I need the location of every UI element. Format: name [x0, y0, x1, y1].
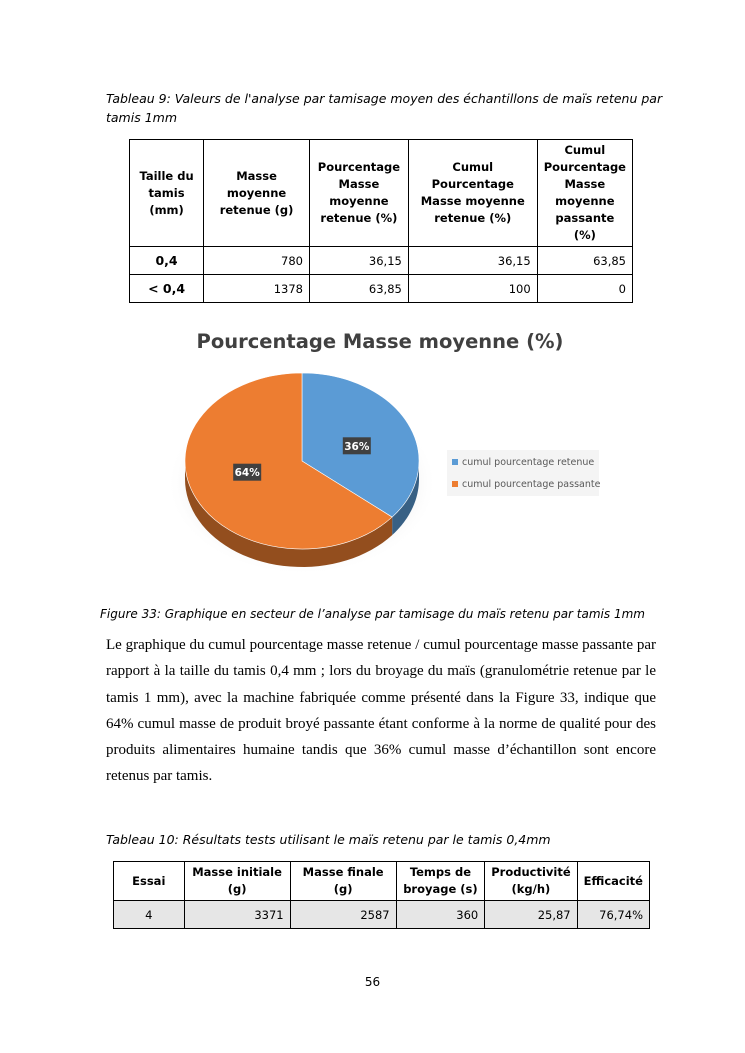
pie-chart: [150, 318, 620, 588]
table9-cell: 780: [204, 247, 310, 275]
table9-header-cell: Masse moyenne retenue (g): [204, 140, 310, 247]
table10-header-cell: Efficacité: [577, 862, 649, 901]
legend-label: cumul pourcentage passante: [462, 479, 601, 490]
table10-header-cell: Masse finale (g): [290, 862, 396, 901]
table9-cell: 63,85: [309, 275, 408, 303]
table10-cell: 3371: [184, 901, 290, 929]
table10-header-cell: Essai: [114, 862, 185, 901]
pie-slices: [185, 373, 419, 549]
table9-cell: 0: [537, 275, 632, 303]
table-row: [130, 275, 633, 303]
table9-header-cell: Cumul Pourcentage Masse moyenne passante (%): [537, 140, 632, 247]
table10-header-row: [114, 862, 650, 901]
table9-header-cell: Pourcentage Masse moyenne retenue (%): [309, 140, 408, 247]
legend-swatch: [452, 481, 458, 487]
table9-cell: 0,4: [130, 247, 204, 275]
data-label: 36%: [344, 440, 370, 453]
table9-cell: 36,15: [309, 247, 408, 275]
table10-cell: 25,87: [485, 901, 577, 929]
table9-caption: Tableau 9: Valeurs de l'analyse par tamisage moyen des échantillons de maïs retenu par tamis 1mm: [106, 91, 663, 125]
table10-cell: 2587: [290, 901, 396, 929]
table9-header-row: [130, 140, 633, 247]
legend-swatch: [452, 459, 458, 465]
table10-header-cell: Temps de broyage (s): [396, 862, 485, 901]
table9-cell: 36,15: [408, 247, 537, 275]
data-label: 64%: [234, 467, 260, 480]
page-number: 56: [364, 975, 381, 989]
table10-header-cell: Productivité (kg/h): [485, 862, 577, 901]
table10: [113, 861, 650, 929]
table-row: [130, 247, 633, 275]
chart-legend: [447, 450, 601, 496]
legend-label: cumul pourcentage retenue: [462, 457, 595, 468]
table10-header-cell: Masse initiale (g): [184, 862, 290, 901]
table9-cell: 63,85: [537, 247, 632, 275]
table9-cell: 1378: [204, 275, 310, 303]
table10-cell: 360: [396, 901, 485, 929]
body-paragraph: Le graphique du cumul pourcentage masse retenue / cumul pourcentage masse passante par rapport à la taille du tamis 0,4 mm ; lors du broyage du maïs (granulométrie retenue par le tamis 1 mm), avec la machine fabriquée comme présenté dans la Figure 33, indique que 64% cumul masse de produit broyé passante étant conforme à la norme de qualité pour des produits alimentaires humaine tandis que 36% cumul masse d’échantillon sont encore retenus par tamis.: [106, 637, 656, 785]
pie-svg: [150, 318, 620, 588]
table10-cell: 76,74%: [577, 901, 649, 929]
table9-header-cell: Cumul Pourcentage Masse moyenne retenue (%): [408, 140, 537, 247]
table9-header-cell: Taille du tamis (mm): [130, 140, 204, 247]
table10-caption: Tableau 10: Résultats tests utilisant le maïs retenu par le tamis 0,4mm: [106, 832, 551, 847]
table10-cell: 4: [114, 901, 185, 929]
table-row: [114, 901, 650, 929]
chart-title: Pourcentage Masse moyenne (%): [196, 330, 564, 353]
table9: [129, 139, 633, 303]
figure-caption: Figure 33: Graphique en secteur de l’analyse par tamisage du maïs retenu par tamis 1mm: [100, 607, 645, 621]
table9-cell: 100: [408, 275, 537, 303]
table9-cell: < 0,4: [130, 275, 204, 303]
